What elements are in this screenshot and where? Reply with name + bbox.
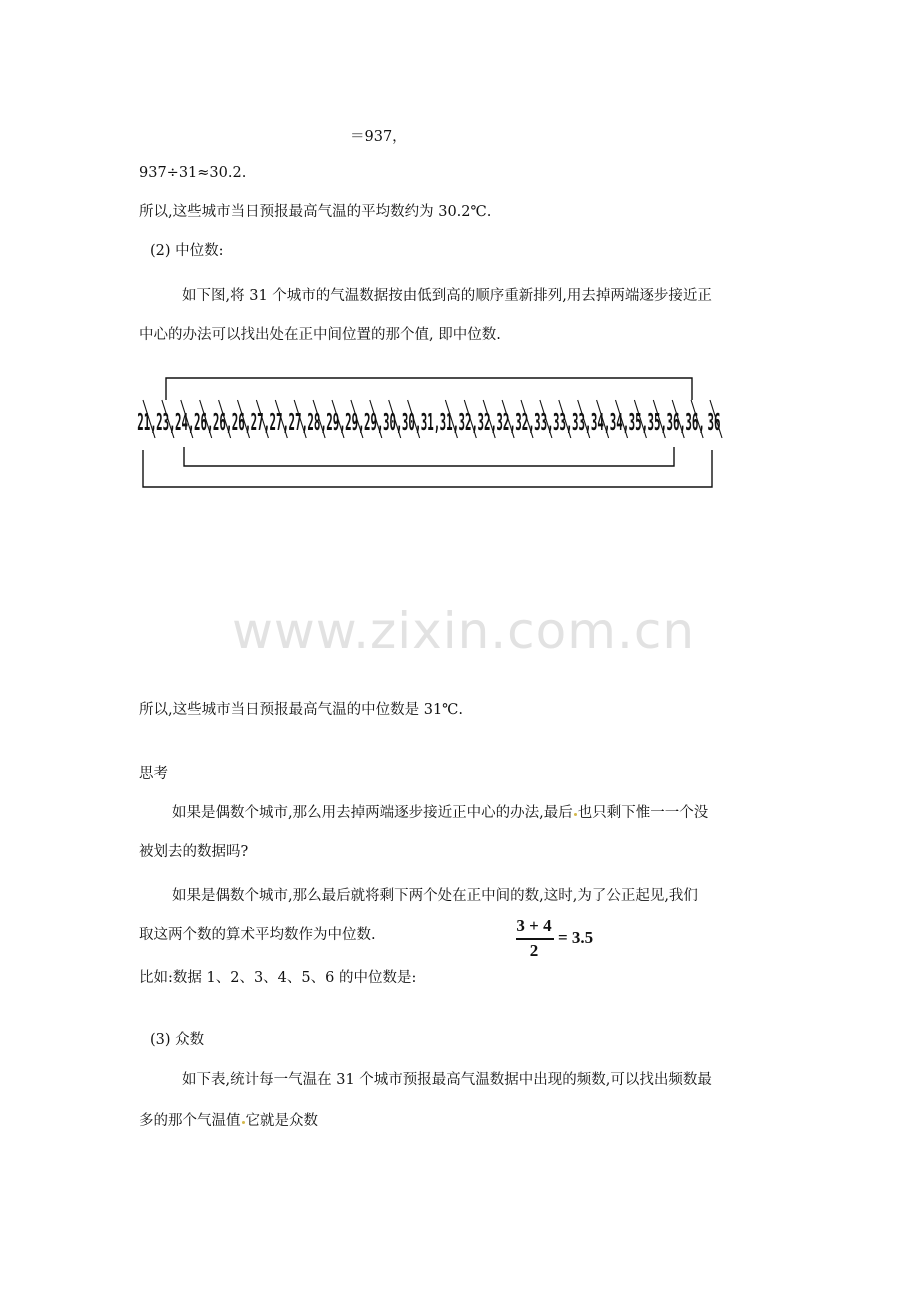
median-description-line-2: 中心的办法可以找出处在正中间位置的那个值, 即中位数.	[139, 327, 501, 343]
temperature-value: 26,	[193, 409, 214, 437]
temperature-value: 32,	[458, 409, 479, 437]
outer-bracket	[143, 450, 712, 487]
temperature-value: 28,	[307, 409, 327, 437]
temperature-value: 30,	[401, 409, 422, 437]
sum-result: ＝937，	[350, 129, 407, 145]
median-heading: (2) 中位数:	[150, 243, 224, 259]
temperature-value: 27,	[250, 409, 271, 437]
fraction-bar	[516, 938, 554, 940]
dot-mark	[574, 813, 577, 816]
temperature-value: 31,	[420, 409, 441, 437]
temperature-value: 27,	[288, 409, 308, 437]
mode-description-part-a: 多的那个气温值	[139, 1113, 241, 1129]
think-question-line-1	[172, 806, 708, 821]
top-bracket	[166, 378, 692, 400]
temperature-value: 33,	[553, 409, 573, 437]
mode-heading: (3) 众数	[150, 1032, 205, 1048]
think-question-part-b: 也只剩下惟一一个没	[577, 805, 709, 821]
temperature-value: 35,	[628, 409, 649, 437]
temperature-value: 34,	[609, 409, 630, 437]
temperature-value: 31,	[439, 409, 460, 437]
median-description-line-1: 如下图,将 31 个城市的气温数据按由低到高的顺序重新排列,用去掉两端逐步接近正	[182, 288, 712, 304]
think-question-line-2: 被划去的数据吗?	[139, 844, 249, 860]
temperature-value: 34,	[590, 409, 611, 437]
comma-mark	[242, 1121, 245, 1124]
temperature-value: 32,	[496, 409, 516, 437]
inner-bracket	[184, 447, 674, 466]
mode-description-part-b: 它就是众数	[245, 1113, 318, 1129]
fraction-numerator: 3 + 4	[516, 916, 552, 935]
think-answer-line-2: 取这两个数的算术平均数作为中位数.	[139, 927, 376, 943]
temperature-value: 36	[707, 409, 721, 437]
temperature-value: 33,	[571, 409, 592, 437]
temperature-value: 29,	[364, 409, 384, 437]
example-line: 比如:数据 1、2、3、4、5、6 的中位数是:	[139, 970, 417, 986]
watermark: www.zixin.com.cn	[232, 602, 696, 660]
temperature-value: 32,	[477, 409, 497, 437]
temperature-value: 24,	[175, 409, 195, 437]
fraction-denominator: 2	[529, 941, 539, 960]
mode-description-line-2	[139, 1114, 318, 1129]
temperature-value: 30,	[382, 409, 403, 437]
temperature-value: 26,	[212, 409, 233, 437]
temperature-value: 36,	[666, 409, 686, 437]
average-calculation: 937÷31≈30.2.	[139, 165, 247, 181]
temperature-value: 29,	[345, 409, 365, 437]
sorted-temperature-strip	[136, 362, 726, 492]
temperature-value: 35,	[647, 409, 668, 437]
think-answer-line-1: 如果是偶数个城市,那么最后就将剩下两个处在正中间的数,这时,为了公正起见,我们	[172, 888, 698, 904]
temperature-value: 26,	[231, 409, 252, 437]
think-heading: 思考	[139, 766, 168, 782]
temperature-value: 21,	[137, 409, 157, 437]
temperature-value: 33,	[534, 409, 554, 437]
temperature-value: 32,	[515, 409, 535, 437]
temperature-value: 27,	[269, 409, 290, 437]
mean-conclusion: 所以,这些城市当日预报最高气温的平均数约为 30.2℃.	[139, 204, 492, 220]
fraction-result: = 3.5	[558, 928, 594, 947]
mode-description-line-1: 如下表,统计每一气温在 31 个城市预报最高气温数据中出现的频数,可以找出频数最	[182, 1072, 712, 1088]
temperature-value: 29,	[326, 409, 346, 437]
temperature-value: 36,	[685, 409, 705, 437]
temperature-value: 23,	[156, 409, 176, 437]
median-conclusion: 所以,这些城市当日预报最高气温的中位数是 31℃.	[139, 702, 463, 718]
think-question-part-a: 如果是偶数个城市,那么用去掉两端逐步接近正中心的办法,最后	[172, 805, 573, 821]
